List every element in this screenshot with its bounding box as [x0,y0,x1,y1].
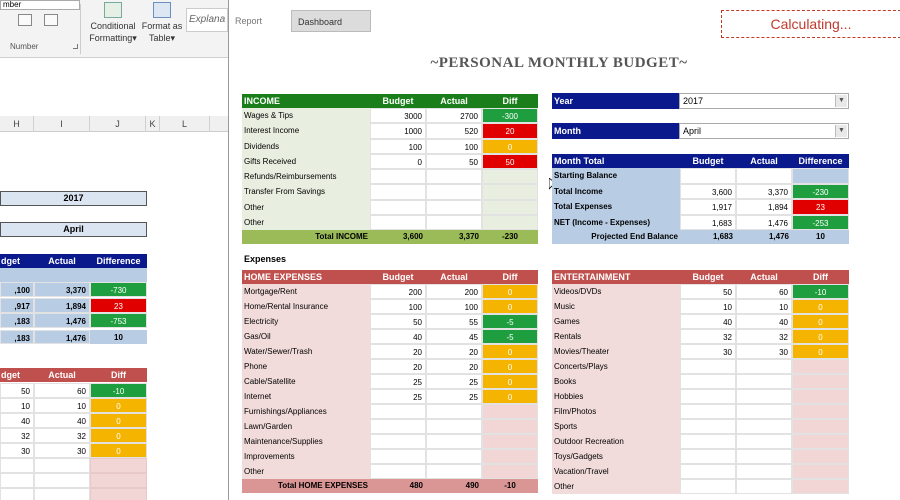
budget-cell[interactable] [680,434,736,449]
budget-cell[interactable] [680,419,736,434]
chevron-down-icon[interactable]: ▼ [835,95,847,107]
row-label: NET (Income - Expenses) [552,215,680,231]
bg-ent-budget: 32 [0,428,34,443]
actual-cell[interactable]: 1,476 [736,215,792,231]
actual-cell[interactable] [736,419,792,434]
actual-cell[interactable]: 60 [736,284,792,299]
bg-summary-actual: 1,476 [34,313,90,328]
cell-style-explanatory[interactable]: Explana [186,8,228,32]
column-header-l[interactable]: L [160,116,210,132]
bg-ent-diff: 0 [90,428,147,443]
diff-cell: 0 [482,359,538,374]
budget-cell[interactable] [370,200,426,215]
bg-summary-budget: ,183 [0,313,34,328]
row-label: Maintenance/Supplies [242,434,370,449]
budget-cell[interactable] [370,449,426,464]
budget-cell[interactable]: 40 [370,329,426,344]
bg-ent-header-budget: dget [0,368,34,382]
actual-cell[interactable] [736,168,792,184]
row-label: Total Expenses [552,199,680,215]
diff-cell [482,434,538,449]
budget-cell[interactable] [370,464,426,479]
bg-ent-actual: 60 [34,383,90,398]
diff-cell: -230 [792,184,849,200]
budget-cell[interactable]: 30 [680,344,736,359]
actual-cell[interactable]: 10 [736,299,792,314]
chevron-down-icon: ▾ [170,33,176,43]
budget-cell[interactable]: 200 [370,284,426,299]
bg-ent-empty-budget [0,473,34,488]
row-label: Toys/Gadgets [552,449,680,464]
row-label: Improvements [242,449,370,464]
diff-cell [482,464,538,479]
actual-cell[interactable]: 40 [736,314,792,329]
diff-cell: 0 [482,374,538,389]
budget-cell[interactable]: 50 [370,314,426,329]
diff-cell [792,374,849,389]
group-divider [80,4,81,54]
bg-ent-actual: 40 [34,413,90,428]
row-label: Rentals [552,329,680,344]
diff-cell [482,184,538,199]
bg-ent-diff: 0 [90,443,147,458]
bg-ent-budget: 10 [0,398,34,413]
tab-dashboard[interactable]: Dashboard [291,10,371,32]
diff-cell [792,449,849,464]
actual-cell[interactable]: 45 [426,329,482,344]
diff-cell: -5 [482,329,538,344]
actual-cell[interactable]: 1,894 [736,199,792,215]
diff-cell: 0 [482,139,538,154]
bg-ent-empty-diff [90,458,147,473]
bg-ent-budget: 30 [0,443,34,458]
budget-cell[interactable] [370,184,426,199]
format-as-table-label: Format as [141,21,183,31]
bg-ent-budget: 40 [0,413,34,428]
budget-cell[interactable]: 1000 [370,123,426,138]
row-label: Interest Income [242,123,370,138]
row-label: Gas/Oil [242,329,370,344]
bg-ent-empty-budget [0,458,34,473]
budget-cell[interactable]: 1,917 [680,199,736,215]
dialog-launcher-icon[interactable] [73,44,78,49]
actual-cell[interactable] [736,359,792,374]
bg-summary-header-actual: Actual [34,254,90,268]
year-select-value: 2017 [683,96,704,106]
actual-cell[interactable]: 25 [426,374,482,389]
actual-cell[interactable]: 20 [426,359,482,374]
budget-cell[interactable]: 40 [680,314,736,329]
home-header-label: HOME EXPENSES [242,270,370,284]
bg-summary-budget: ,100 [0,282,34,297]
row-label: Cable/Satellite [242,374,370,389]
bg-summary-actual: 3,370 [34,282,90,297]
bg-summary-diff: -753 [90,313,147,328]
row-label: Other [552,479,680,494]
diff-cell: 0 [482,344,538,359]
diff-cell: 50 [482,154,538,169]
diff-cell [482,419,538,434]
column-header-i[interactable]: I [34,116,90,132]
home-header-actual: Actual [426,270,482,284]
diff-cell [792,168,849,184]
income-total-row [242,230,538,244]
actual-cell[interactable] [426,434,482,449]
table-icon [153,2,171,18]
column-header-j[interactable]: J [90,116,146,132]
actual-cell[interactable] [736,464,792,479]
row-label: Phone [242,359,370,374]
budget-cell[interactable]: 25 [370,389,426,404]
projected-end-balance-budget: 1,683 [712,232,733,241]
bg-ent-actual: 32 [34,428,90,443]
row-label: Starting Balance [552,168,680,184]
projected-end-balance-actual: 1,476 [768,232,789,241]
year-select[interactable] [679,93,849,109]
row-label: Books [552,374,680,389]
row-label: Internet [242,389,370,404]
row-label: Hobbies [552,389,680,404]
row-label: Other [242,215,370,230]
actual-cell[interactable] [426,404,482,419]
row-label: Movies/Theater [552,344,680,359]
bg-ent-empty-budget [0,488,34,500]
budget-cell[interactable]: 25 [370,374,426,389]
row-label: Concerts/Plays [552,359,680,374]
bg-ent-diff: 0 [90,398,147,413]
chevron-down-icon[interactable]: ▼ [835,125,847,137]
actual-cell[interactable] [736,479,792,494]
home-total-budget: 480 [409,481,423,490]
month-select-value: April [683,126,702,136]
bg-ent-empty-diff [90,473,147,488]
actual-cell[interactable] [736,374,792,389]
budget-cell[interactable] [680,168,736,184]
home-header-diff: Diff [482,270,538,284]
budget-cell[interactable]: 1,683 [680,215,736,231]
bg-ent-header-diff: Diff [90,368,147,382]
tab-report[interactable]: Report [235,16,263,26]
row-label: Wages & Tips [242,108,370,123]
actual-cell[interactable] [426,464,482,479]
bg-summary-total-actual: 1,476 [34,330,90,344]
row-label: Mortgage/Rent [242,284,370,299]
diff-cell: 0 [482,299,538,314]
projected-end-balance-label: Projected End Balance [591,232,678,241]
bg-ent-budget: 50 [0,383,34,398]
bg-ent-empty-actual [34,473,90,488]
budget-cell[interactable] [370,434,426,449]
actual-cell[interactable]: 100 [426,139,482,154]
bg-month-cell[interactable]: April [0,222,147,237]
budget-cell[interactable] [680,479,736,494]
format-as-table-label-2: Table [148,33,171,43]
budget-cell[interactable]: 100 [370,139,426,154]
budget-cell[interactable] [680,389,736,404]
projected-end-balance-diff: 10 [816,232,825,241]
background-spreadsheet-window [0,0,228,500]
budget-cell[interactable] [680,449,736,464]
row-label: Outdoor Recreation [552,434,680,449]
budget-cell[interactable] [370,419,426,434]
budget-cell[interactable] [370,169,426,184]
actual-cell[interactable] [736,449,792,464]
bg-ent-actual: 30 [34,443,90,458]
bg-summary-budget: ,917 [0,298,34,313]
row-label: Transfer From Savings [242,184,370,199]
month-select[interactable] [679,123,849,139]
entertainment-header-label: ENTERTAINMENT [552,270,680,284]
income-total-diff: -230 [501,232,518,241]
row-label: Dividends [242,139,370,154]
diff-cell: -300 [482,108,538,123]
budget-cell[interactable]: 3000 [370,108,426,123]
home-total-actual: 490 [465,481,479,490]
month-total-header-difference: Difference [792,154,849,168]
diff-cell [792,419,849,434]
diff-cell [482,169,538,184]
column-header-k[interactable]: K [146,116,160,132]
home-total-label: Total HOME EXPENSES [277,481,368,490]
bg-summary-blank-row [0,268,147,282]
budget-cell[interactable]: 32 [680,329,736,344]
bg-ent-actual: 10 [34,398,90,413]
diff-cell [792,479,849,494]
bg-summary-diff: -730 [90,282,147,297]
actual-cell[interactable]: 20 [426,344,482,359]
actual-cell[interactable]: 520 [426,123,482,138]
diff-cell: -253 [792,215,849,231]
income-total-label: Total INCOME [315,232,368,241]
row-label: Sports [552,419,680,434]
diff-cell [792,359,849,374]
number-format-dropdown[interactable]: mber [0,0,80,10]
actual-cell[interactable] [426,169,482,184]
income-total-budget: 3,600 [402,232,423,241]
row-label: Music [552,299,680,314]
diff-cell [482,449,538,464]
row-label: Gifts Received [242,154,370,169]
home-header-budget: Budget [370,270,426,284]
month-total-header-budget: Budget [680,154,736,168]
diff-cell [792,404,849,419]
actual-cell[interactable] [736,404,792,419]
budget-cell[interactable] [680,464,736,479]
row-label: Film/Photos [552,404,680,419]
row-label: Total Income [552,184,680,200]
actual-cell[interactable] [426,419,482,434]
expenses-section-label: Expenses [244,254,287,264]
chevron-down-icon: ▾ [132,33,137,43]
budget-cell[interactable]: 10 [680,299,736,314]
number-group-label: Number [10,42,39,51]
diff-cell: 20 [482,123,538,138]
diff-cell: -5 [482,314,538,329]
row-label: Refunds/Reimbursements [242,169,370,184]
income-total-actual: 3,370 [458,232,479,241]
home-total-row [242,479,538,493]
bg-ent-diff: -10 [90,383,147,398]
diff-cell: 0 [792,344,849,359]
entertainment-header-diff: Diff [792,270,849,284]
year-label: Year [552,93,679,109]
budget-cell[interactable] [680,404,736,419]
number-format-icon[interactable] [18,14,32,26]
diff-cell: -10 [792,284,849,299]
projected-end-balance-row [552,230,849,244]
actual-cell[interactable] [426,200,482,215]
entertainment-header-actual: Actual [736,270,792,284]
budget-cell[interactable] [370,215,426,230]
conditional-formatting-label-2: Formatting [89,33,133,43]
diff-cell: 0 [482,284,538,299]
row-label: Games [552,314,680,329]
budget-cell[interactable]: 20 [370,359,426,374]
actual-cell[interactable] [736,434,792,449]
column-header-h[interactable]: H [0,116,34,132]
actual-cell[interactable]: 100 [426,299,482,314]
row-label: Furnishings/Appliances [242,404,370,419]
diff-cell: 23 [792,199,849,215]
actual-cell[interactable]: 32 [736,329,792,344]
actual-cell[interactable]: 2700 [426,108,482,123]
bg-summary-total-budget: ,183 [0,330,34,344]
actual-cell[interactable] [426,449,482,464]
row-label: Vacation/Travel [552,464,680,479]
month-total-header-label: Month Total [552,154,680,168]
income-header-diff: Diff [482,94,538,108]
actual-cell[interactable]: 55 [426,314,482,329]
actual-cell[interactable]: 200 [426,284,482,299]
diff-cell: 0 [792,329,849,344]
row-label: Other [242,200,370,215]
bg-summary-header-budget: dget [0,254,34,268]
actual-cell[interactable]: 50 [426,154,482,169]
page-title: ~PERSONAL MONTHLY BUDGET~ [430,55,688,71]
diff-cell: 0 [482,389,538,404]
budget-dashboard-window [228,0,900,500]
bg-ent-empty-actual [34,458,90,473]
income-header-budget: Budget [370,94,426,108]
budget-cell[interactable] [370,404,426,419]
month-label: Month [552,123,679,139]
format-as-table-button[interactable] [140,2,184,44]
actual-cell[interactable]: 30 [736,344,792,359]
budget-cell[interactable]: 0 [370,154,426,169]
diff-cell [792,434,849,449]
budget-cell[interactable] [680,374,736,389]
income-header-label: INCOME [242,94,370,108]
budget-cell[interactable]: 100 [370,299,426,314]
row-label: Videos/DVDs [552,284,680,299]
actual-cell[interactable]: 25 [426,389,482,404]
row-label: Water/Sewer/Trash [242,344,370,359]
column-header-row [0,116,228,132]
month-total-header-actual: Actual [736,154,792,168]
ribbon [0,0,228,58]
bg-summary-diff: 23 [90,298,147,313]
calculating-status: Calculating... [721,10,900,38]
home-total-diff: -10 [504,481,516,490]
bg-ent-diff: 0 [90,413,147,428]
bg-ent-empty-actual [34,488,90,500]
conditional-formatting-icon [104,2,122,18]
row-label: Other [242,464,370,479]
decimal-icon[interactable] [44,14,58,26]
bg-year-cell[interactable]: 2017 [0,191,147,206]
row-label: Electricity [242,314,370,329]
row-label: Lawn/Garden [242,419,370,434]
bg-ent-empty-diff [90,488,147,500]
income-header-actual: Actual [426,94,482,108]
diff-cell [792,464,849,479]
actual-cell[interactable]: 3,370 [736,184,792,200]
budget-cell[interactable]: 50 [680,284,736,299]
diff-cell [482,215,538,230]
actual-cell[interactable] [426,215,482,230]
diff-cell: 0 [792,314,849,329]
diff-cell: 0 [792,299,849,314]
diff-cell [482,200,538,215]
entertainment-header-budget: Budget [680,270,736,284]
bg-ent-header-actual: Actual [34,368,90,382]
bg-summary-total-diff: 10 [90,330,147,344]
conditional-formatting-label: Conditional [90,21,136,31]
budget-cell[interactable]: 3,600 [680,184,736,200]
budget-cell[interactable] [680,359,736,374]
actual-cell[interactable] [736,389,792,404]
actual-cell[interactable] [426,184,482,199]
diff-cell [792,389,849,404]
diff-cell [482,404,538,419]
bg-summary-actual: 1,894 [34,298,90,313]
budget-cell[interactable]: 20 [370,344,426,359]
bg-summary-header-difference: Difference [90,254,147,268]
row-label: Home/Rental Insurance [242,299,370,314]
conditional-formatting-button[interactable] [86,2,140,44]
